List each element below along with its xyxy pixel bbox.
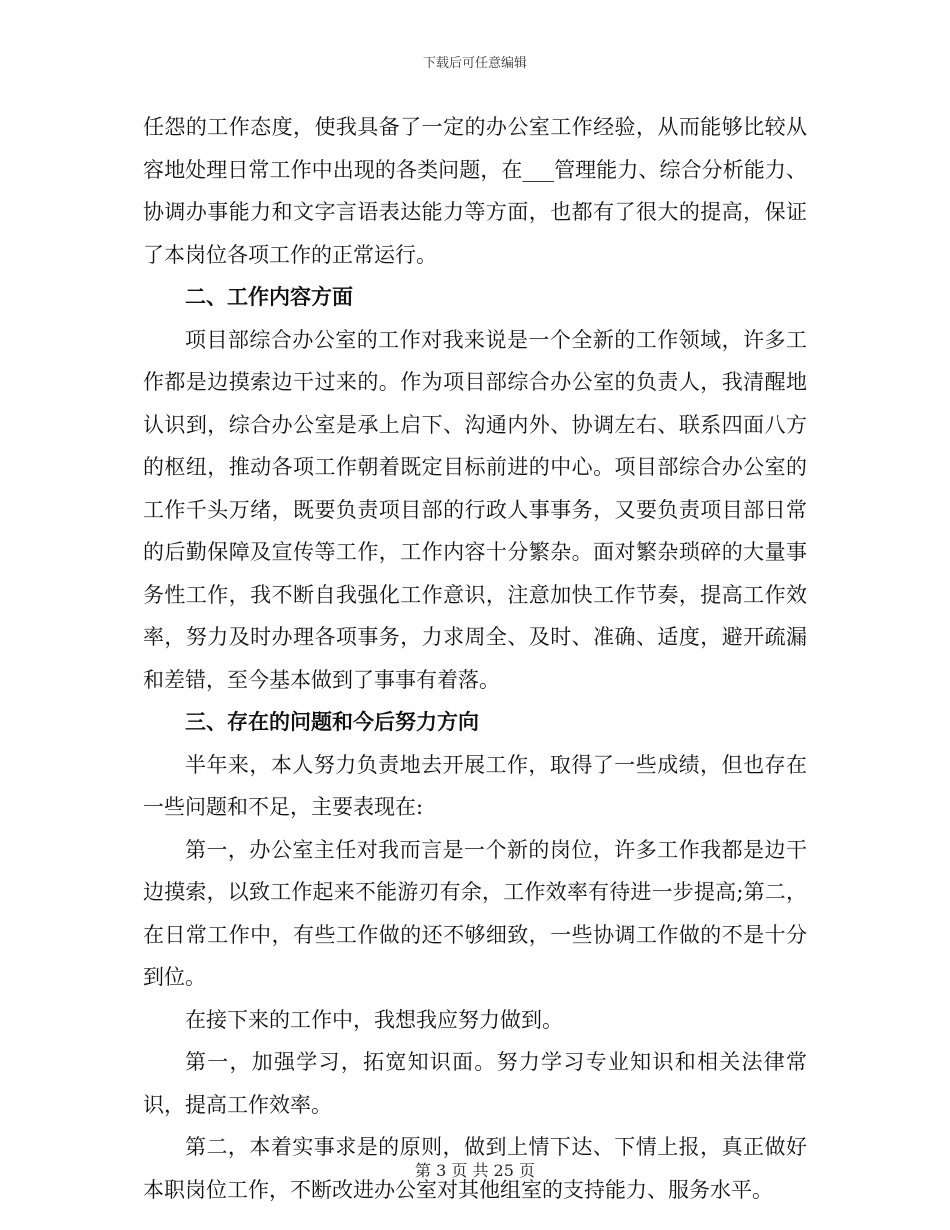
page-header: 下载后可任意编辑 — [422, 56, 527, 71]
page-footer: 第 3 页 共 25 页 — [415, 1161, 535, 1180]
paragraph-next-steps-intro: 在接下来的工作中，我想我应努力做到。 — [185, 1007, 563, 1032]
section-heading-work-content: 二、工作内容方面 — [185, 284, 353, 309]
paragraph-problems-detail: 第一，办公室主任对我而言是一个新的岗位，许多工作我都是边干边摸索，以致工作起来不能游刃有余，工作效率有待进一步提高;第二，在日常工作中，有些工作做的还不够细致，一些协调工作做的不是十分到位。 — [143, 837, 807, 989]
section-heading-problems: 三、存在的问题和今后努力方向 — [185, 709, 479, 734]
paragraph-continuation: 任怨的工作态度，使我具备了一定的办公室工作经验，从而能够比较从容地处理日常工作中出现的各类问题，在___管理能力、综合分析能力、协调办事能力和文字言语表达能力等方面，也都有了很大的提高，保证了本岗位各项工作的正常运行。 — [143, 115, 807, 267]
paragraph-next-steps-first: 第一，加强学习，拓宽知识面。努力学习专业知识和相关法律常识，提高工作效率。 — [143, 1050, 807, 1117]
paragraph-next-steps-second: 第二，本着实事求是的原则，做到上情下达、下情上报，真正做好本职岗位工作，不断改进办公室对其他组室的支持能力、服务水平。 — [143, 1135, 807, 1202]
document-body — [143, 106, 807, 1211]
paragraph-problems-intro: 半年来，本人努力负责地去开展工作，取得了一些成绩，但也存在一些问题和不足，主要表现在: — [143, 752, 807, 819]
paragraph-work-content: 项目部综合办公室的工作对我来说是一个全新的工作领域，许多工作都是边摸索边干过来的。作为项目部综合办公室的负责人，我清醒地认识到，综合办公室是承上启下、沟通内外、协调左右、联系四面八方的枢纽，推动各项工作朝着既定目标前进的中心。项目部综合办公室的工作千头万绪，既要负责项目部的行政人事事务，又要负责项目部日常的后勤保障及宣传等工作，工作内容十分繁杂。面对繁杂琐碎的大量事务性工作，我不断自我强化工作意识，注意加快工作节奏，提高工作效率，努力及时办理各项事务，力求周全、及时、准确、适度，避开疏漏和差错，至今基本做到了事事有着落。 — [143, 327, 807, 692]
